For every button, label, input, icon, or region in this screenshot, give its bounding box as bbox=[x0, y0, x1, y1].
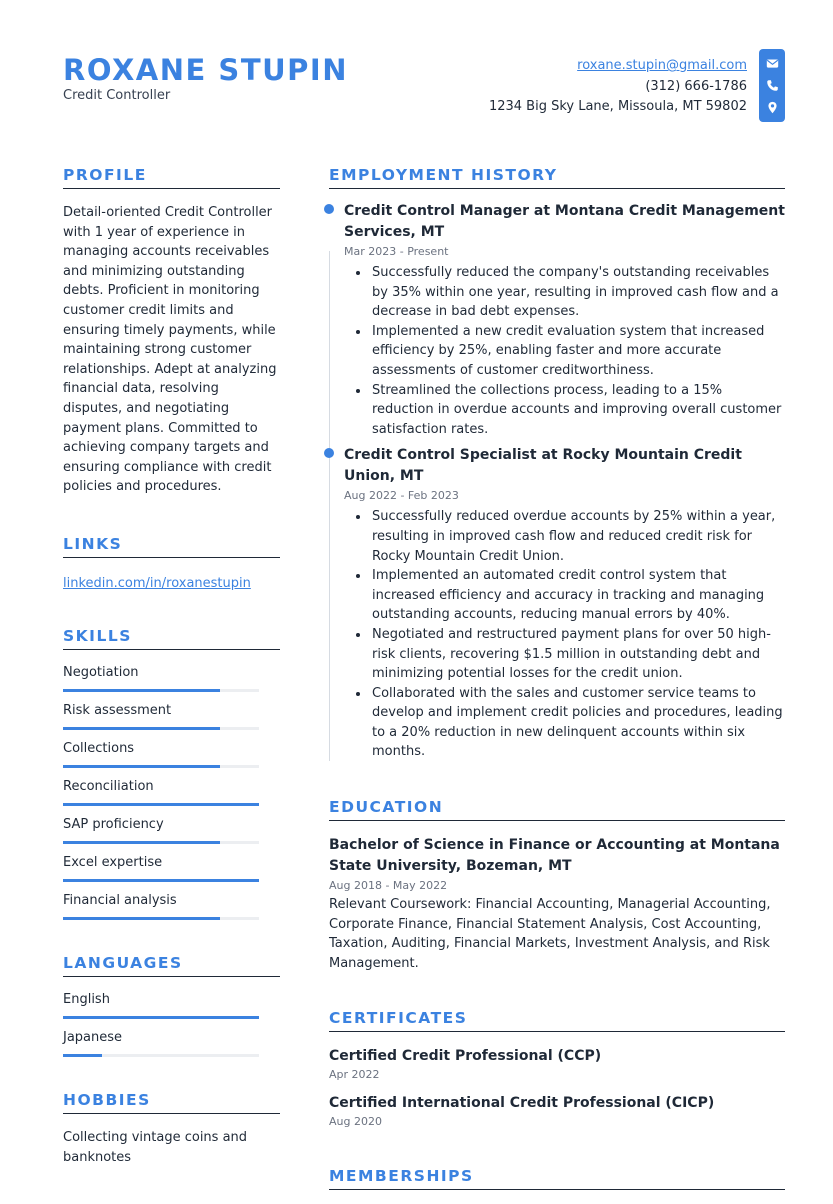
skill-name: Financial analysis bbox=[63, 892, 177, 908]
job-entry bbox=[329, 201, 785, 439]
skill-item bbox=[63, 664, 280, 702]
linkedin-link[interactable]: linkedin.com/in/roxanestupin bbox=[63, 575, 251, 591]
language-level-bar bbox=[63, 1054, 259, 1057]
achievement-item: • Successfully reduced overdue accounts by 25% within a year, resulting in improved cash flow and reduced credit risk for Rocky Mountain Credit Union. bbox=[370, 507, 785, 566]
language-level-fill bbox=[63, 1054, 102, 1057]
section-title-memberships: MEMBERSHIPS bbox=[329, 1167, 785, 1190]
skill-name: Risk assessment bbox=[63, 702, 172, 718]
skill-item bbox=[63, 854, 280, 892]
education-section bbox=[329, 798, 785, 973]
address: 1234 Big Sky Lane, Missoula, MT 59802 bbox=[488, 99, 747, 114]
envelope-icon bbox=[766, 57, 779, 70]
certificates-section bbox=[329, 1009, 785, 1131]
skill-name: Negotiation bbox=[63, 664, 139, 680]
skill-level-fill bbox=[63, 689, 220, 692]
contact-icon-bar bbox=[759, 49, 785, 122]
section-title-languages: LANGUAGES bbox=[63, 954, 280, 977]
job-date: Aug 2022 - Feb 2023 bbox=[344, 489, 459, 503]
left-column bbox=[63, 166, 280, 1167]
right-column bbox=[329, 166, 785, 1204]
section-title-profile: PROFILE bbox=[63, 166, 280, 189]
phone-number: (312) 666-1786 bbox=[645, 78, 747, 94]
skill-level-bar bbox=[63, 803, 259, 806]
section-title-skills: SKILLS bbox=[63, 627, 280, 650]
education-date: Aug 2018 - May 2022 bbox=[329, 879, 448, 893]
section-title-hobbies: HOBBIES bbox=[63, 1091, 280, 1114]
section-title-links: LINKS bbox=[63, 535, 280, 558]
job-achievements bbox=[344, 507, 785, 762]
skill-item bbox=[63, 816, 280, 854]
candidate-name: ROXANE STUPIN bbox=[63, 53, 348, 87]
skill-level-fill bbox=[63, 841, 220, 844]
hobbies-text: Collecting vintage coins and banknotes bbox=[63, 1129, 248, 1165]
skill-name: Excel expertise bbox=[63, 854, 163, 870]
skill-level-bar bbox=[63, 689, 259, 692]
skill-level-bar bbox=[63, 879, 259, 882]
language-name: Japanese bbox=[63, 1029, 123, 1045]
job-date: Mar 2023 - Present bbox=[344, 245, 449, 258]
skill-item bbox=[63, 740, 280, 778]
certificate-name: Certified International Credit Professional (CICP) bbox=[329, 1095, 715, 1112]
employment-timeline bbox=[329, 201, 785, 762]
skill-level-bar bbox=[63, 917, 259, 920]
skill-name: SAP proficiency bbox=[63, 816, 164, 832]
skill-item bbox=[63, 892, 280, 930]
achievement-item: • Successfully reduced the company's outstanding receivables by 35% within one year, resulting in improved cash flow and a decrease in bad debt expenses. bbox=[370, 263, 785, 322]
certificate-name: Certified Credit Professional (CCP) bbox=[329, 1048, 602, 1065]
achievement-item: • Implemented an automated credit control system that increased efficiency and accuracy in tracking and managing outstanding accounts, reducing manual errors by 40%. bbox=[370, 566, 785, 625]
skill-name: Reconciliation bbox=[63, 778, 154, 794]
employment-section bbox=[329, 166, 785, 762]
timeline-dot bbox=[324, 204, 334, 214]
skill-level-fill bbox=[63, 917, 220, 920]
section-title-employment: EMPLOYMENT HISTORY bbox=[329, 166, 785, 189]
achievement-item: • Collaborated with the sales and customer service teams to develop and implement credit policies and procedures, leading to a 20% reduction in new delinquent accounts within six months. bbox=[370, 684, 785, 762]
profile-text: Detail-oriented Credit Controller with 1 year of experience in managing accounts receivables and minimizing outstanding debts. Proficient in monitoring customer credit limits and ensuring timely payments, while maintaining strong customer relationships. Adept at analyzing financial data, resolving disputes, and negotiating payment plans. Committed to achieving company targets and ensuring compliance with credit policies and procedures. bbox=[63, 205, 277, 495]
job-title: Credit Control Specialist at Rocky Mountain Credit Union, MT bbox=[344, 447, 742, 485]
language-name: English bbox=[63, 991, 110, 1007]
language-level-fill bbox=[63, 1016, 259, 1019]
degree-title: Bachelor of Science in Finance or Accounting at Montana State University, Bozeman, MT bbox=[329, 837, 780, 875]
skill-name: Collections bbox=[63, 740, 135, 756]
achievement-item: • Negotiated and restructured payment plans for over 50 high-risk clients, recovering $1.5 million in outstanding debt and minimizing potential losses for the credit union. bbox=[370, 625, 785, 684]
skill-level-bar bbox=[63, 727, 259, 730]
skill-level-fill bbox=[63, 879, 259, 882]
skill-level-bar bbox=[63, 841, 259, 844]
job-title: Credit Control Manager at Montana Credit Management Services, MT bbox=[344, 203, 785, 240]
links-section bbox=[63, 535, 280, 591]
certificate-entry bbox=[329, 1046, 785, 1084]
languages-section bbox=[63, 954, 280, 1067]
profile-section bbox=[63, 166, 280, 497]
certificate-entry bbox=[329, 1093, 785, 1131]
skill-item bbox=[63, 702, 280, 740]
contact-info bbox=[489, 56, 747, 118]
job-entry bbox=[329, 445, 785, 762]
skill-level-bar bbox=[63, 765, 259, 768]
section-title-certificates: CERTIFICATES bbox=[329, 1009, 785, 1032]
hobbies-section bbox=[63, 1091, 280, 1167]
phone-icon bbox=[766, 79, 779, 92]
timeline-dot bbox=[324, 448, 334, 458]
achievement-item: • Implemented a new credit evaluation system that increased efficiency by 25%, enabling faster and more accurate assessments of customer creditworthiness. bbox=[370, 322, 785, 381]
skill-level-fill bbox=[63, 803, 259, 806]
language-item bbox=[63, 1029, 280, 1067]
certificate-date: Apr 2022 bbox=[329, 1068, 380, 1082]
email-link[interactable]: roxane.stupin@gmail.com bbox=[577, 58, 747, 73]
job-achievements bbox=[344, 263, 785, 439]
skills-section bbox=[63, 627, 280, 930]
language-item bbox=[63, 991, 280, 1029]
candidate-role: Credit Controller bbox=[63, 88, 171, 103]
achievement-item: • Streamlined the collections process, leading to a 15% reduction in overdue accounts and improving overall customer satisfaction rates. bbox=[370, 381, 785, 440]
certificate-date: Aug 2020 bbox=[329, 1115, 382, 1129]
location-pin-icon bbox=[766, 101, 779, 114]
skill-item bbox=[63, 778, 280, 816]
skill-level-fill bbox=[63, 727, 220, 730]
education-coursework: Relevant Coursework: Financial Accounting, Managerial Accounting, Corporate Finance, Financial Statement Analysis, Cost Accounting, Taxation, Auditing, Financial Markets, Investment Analysis, and Risk Management. bbox=[329, 897, 771, 971]
skill-level-fill bbox=[63, 765, 220, 768]
language-level-bar bbox=[63, 1016, 259, 1019]
memberships-section bbox=[329, 1167, 785, 1190]
section-title-education: EDUCATION bbox=[329, 798, 785, 821]
